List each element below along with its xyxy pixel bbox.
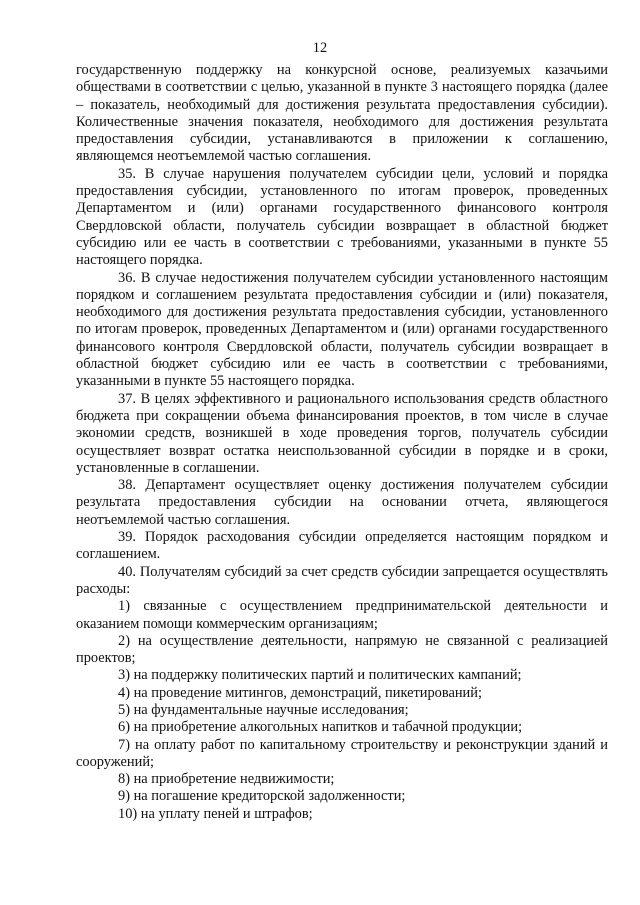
list-item-1: 1) связанные с осуществлением предпринимательской деятельности и оказанием помощи коммерческим организациям; [76, 598, 608, 632]
paragraph-36: 36. В случае недостижения получателем субсидии установленного настоящим порядком и соглашением результата предоставления субсидии и (или) показателя, необходимого для достижения результата предоставления субсидии, установленного по итогам проверок, проведенных Департаментом и (или) органами государственного финансового контроля Свердловской области, получатель субсидии возвращает в областной бюджет субсидию или ее часть в соответствии с требованиями, указанными в пункте 55 настоящего порядка. [76, 269, 608, 390]
list-item-5: 5) на фундаментальные научные исследования; [118, 701, 409, 718]
list-item-9: 9) на погашение кредиторской задолженности; [118, 788, 406, 805]
paragraph-35: 35. В случае нарушения получателем субсидии цели, условий и порядка предоставления субсидии, установленного по итогам проверок, проведенных Департаментом и (или) органами государственного финансового контроля Свердловской области, получатель субсидии возвращает в областной бюджет субсидию или ее часть в соответствии с требованиями, указанными в пункте 55 настоящего порядка. [76, 165, 608, 269]
list-item-3: 3) на поддержку политических партий и политических кампаний; [118, 667, 522, 684]
page-number: 12 [312, 40, 328, 56]
list-item-6: 6) на приобретение алкогольных напитков и табачной продукции; [118, 719, 523, 736]
paragraph-38: 38. Департамент осуществляет оценку достижения получателем субсидии результата предоставления субсидии на основании отчета, являющегося неотъемлемой частью соглашения. [76, 477, 608, 528]
list-item-10: 10) на уплату пеней и штрафов; [118, 805, 313, 822]
list-item-8: 8) на приобретение недвижимости; [118, 771, 335, 788]
paragraph-40: 40. Получателям субсидий за счет средств субсидии запрещается осуществлять расходы: [76, 563, 608, 597]
list-item-7: 7) на оплату работ по капитальному строительству и реконструкции зданий и сооружений; [76, 736, 608, 770]
list-item-4: 4) на проведение митингов, демонстраций, пикетирований; [118, 684, 482, 701]
document-body [76, 62, 608, 823]
paragraph-39: 39. Порядок расходования субсидии определяется настоящим порядком и соглашением. [76, 529, 608, 563]
list-item-2: 2) на осуществление деятельности, напрямую не связанной с реализацией проектов; [76, 632, 608, 667]
paragraph-37: 37. В целях эффективного и рационального использования средств областного бюджета при сокращении объема финансирования проектов, в том числе в случае экономии средств, возникшей в ходе проведения торгов, получатель субсидии осуществляет возврат остатка неиспользованной субсидии в порядке и в сроки, установленные в соглашении. [76, 390, 608, 476]
paragraph-34-continuation: государственную поддержку на конкурсной основе, реализуемых казачьими обществами в соответствии с целью, указанной в пункте 3 настоящего порядка (далее – показатель, необходимый для достижения результата предоставления субсидии). Количественные значения показателя, необходимого для достижения результата предоставления субсидии, устанавливаются в приложении к соглашению, являющемся неотъемлемой частью соглашения. [76, 62, 608, 165]
